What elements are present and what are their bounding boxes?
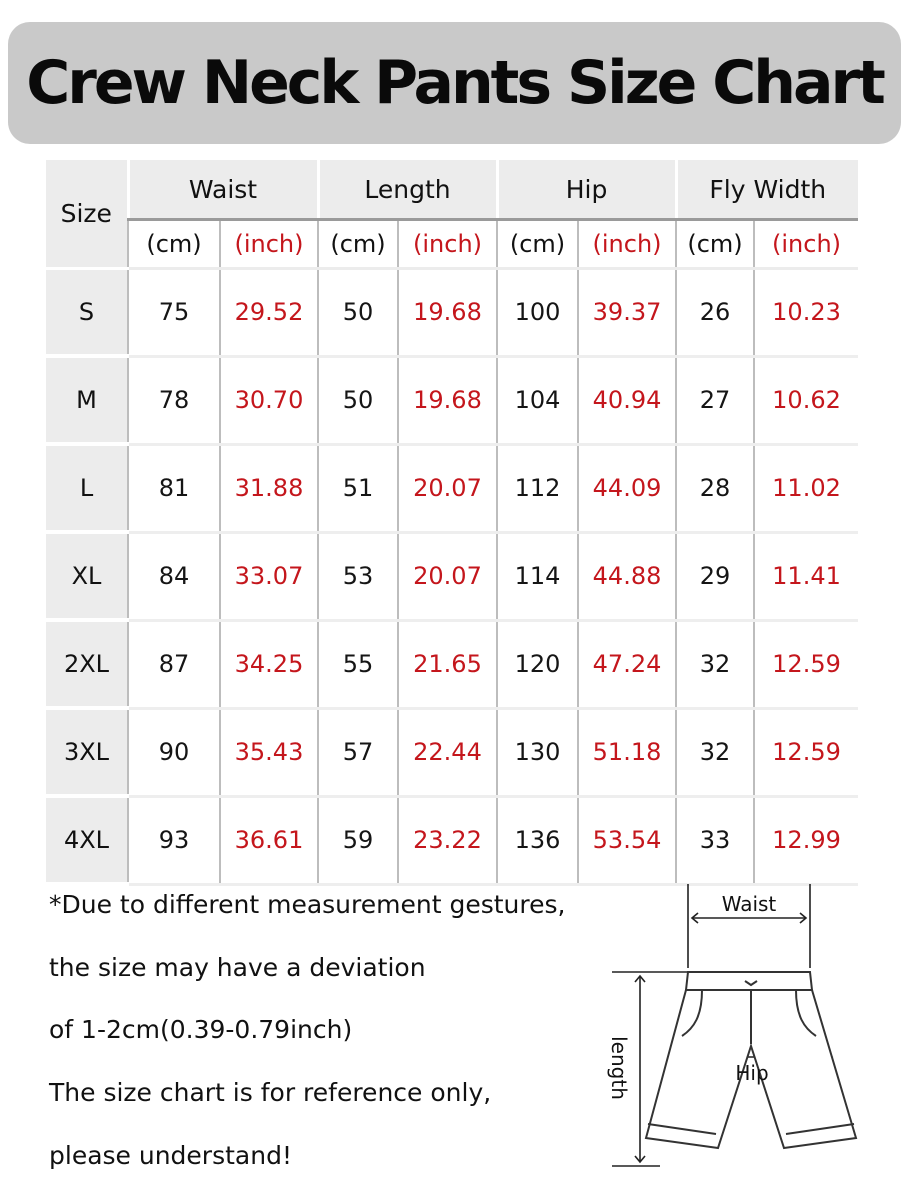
note-line: The size chart is for reference only, [49,1078,492,1107]
unit-cm-label: (cm) [128,220,220,269]
waist-cm-cell: 84 [128,532,220,620]
hip-inch-cell: 44.88 [578,532,676,620]
waist-inch-cell: 29.52 [220,269,318,357]
length-inch-cell: 23.22 [398,796,497,884]
length-inch-cell: 19.68 [398,356,497,444]
table-row [46,444,858,532]
table-row [46,708,858,796]
waist-cm-cell: 75 [128,269,220,357]
hip-label: Hip [735,1061,769,1085]
waist-inch-cell: 35.43 [220,708,318,796]
hip-inch-cell: 47.24 [578,620,676,708]
hip-inch-cell: 53.54 [578,796,676,884]
unit-header-row [46,220,858,269]
fly-width-cm-cell: 26 [676,269,754,357]
length-cm-cell: 50 [318,356,398,444]
unit-cm-label: (cm) [497,220,578,269]
fly-width-inch-cell: 11.41 [754,532,858,620]
size-label: 2XL [46,620,128,708]
size-label: M [46,356,128,444]
waist-inch-cell: 30.70 [220,356,318,444]
length-cm-cell: 55 [318,620,398,708]
table-row [46,620,858,708]
fly-width-inch-cell: 12.59 [754,708,858,796]
title-banner [8,22,901,144]
waist-header: Waist [128,160,318,220]
fly-width-cm-cell: 27 [676,356,754,444]
table-row [46,356,858,444]
hip-cm-cell: 100 [497,269,578,357]
fly-width-inch-cell: 10.23 [754,269,858,357]
fly-width-header: Fly Width [676,160,858,220]
hip-inch-cell: 51.18 [578,708,676,796]
hip-cm-cell: 136 [497,796,578,884]
fly-width-cm-cell: 33 [676,796,754,884]
size-column-header: Size [46,160,128,269]
length-inch-cell: 19.68 [398,269,497,357]
waist-cm-cell: 93 [128,796,220,884]
waist-inch-cell: 31.88 [220,444,318,532]
unit-inch-label: (inch) [754,220,858,269]
note-line: of 1-2cm(0.39-0.79inch) [49,1015,353,1044]
note-line: *Due to different measurement gestures, [49,890,566,919]
waist-inch-cell: 33.07 [220,532,318,620]
fly-width-inch-cell: 12.99 [754,796,858,884]
waist-cm-cell: 78 [128,356,220,444]
length-cm-cell: 53 [318,532,398,620]
unit-inch-label: (inch) [220,220,318,269]
fly-width-cm-cell: 28 [676,444,754,532]
size-chart-table [46,160,858,886]
length-inch-cell: 21.65 [398,620,497,708]
shorts-measurement-diagram [600,876,880,1176]
fly-width-inch-cell: 12.59 [754,620,858,708]
table-row [46,269,858,357]
length-cm-cell: 57 [318,708,398,796]
length-cm-cell: 59 [318,796,398,884]
size-label: L [46,444,128,532]
hip-cm-cell: 112 [497,444,578,532]
waist-label: Waist [721,892,777,916]
fly-width-cm-cell: 32 [676,708,754,796]
page-title: Crew Neck Pants Size Chart [26,48,883,118]
waist-cm-cell: 87 [128,620,220,708]
length-inch-cell: 22.44 [398,708,497,796]
length-header: Length [318,160,497,220]
fly-width-cm-cell: 29 [676,532,754,620]
unit-inch-label: (inch) [578,220,676,269]
size-label: S [46,269,128,357]
shorts-outline [646,972,856,1148]
fly-width-inch-cell: 10.62 [754,356,858,444]
waist-inch-cell: 34.25 [220,620,318,708]
hip-inch-cell: 40.94 [578,356,676,444]
length-cm-cell: 51 [318,444,398,532]
note-line: please understand! [49,1141,292,1170]
unit-inch-label: (inch) [398,220,497,269]
table-row [46,532,858,620]
unit-cm-label: (cm) [318,220,398,269]
table-row [46,796,858,884]
length-cm-cell: 50 [318,269,398,357]
fly-width-cm-cell: 32 [676,620,754,708]
length-label: length [607,1036,631,1100]
size-label: 4XL [46,796,128,884]
waist-cm-cell: 81 [128,444,220,532]
hip-inch-cell: 39.37 [578,269,676,357]
waist-inch-cell: 36.61 [220,796,318,884]
length-inch-cell: 20.07 [398,444,497,532]
note-line: the size may have a deviation [49,953,426,982]
fly-width-inch-cell: 11.02 [754,444,858,532]
hip-header: Hip [497,160,676,220]
hip-inch-cell: 44.09 [578,444,676,532]
waist-cm-cell: 90 [128,708,220,796]
hip-cm-cell: 130 [497,708,578,796]
size-label: XL [46,532,128,620]
unit-cm-label: (cm) [676,220,754,269]
size-label: 3XL [46,708,128,796]
group-header-row [46,160,858,220]
hip-cm-cell: 104 [497,356,578,444]
hip-cm-cell: 114 [497,532,578,620]
hip-cm-cell: 120 [497,620,578,708]
length-inch-cell: 20.07 [398,532,497,620]
